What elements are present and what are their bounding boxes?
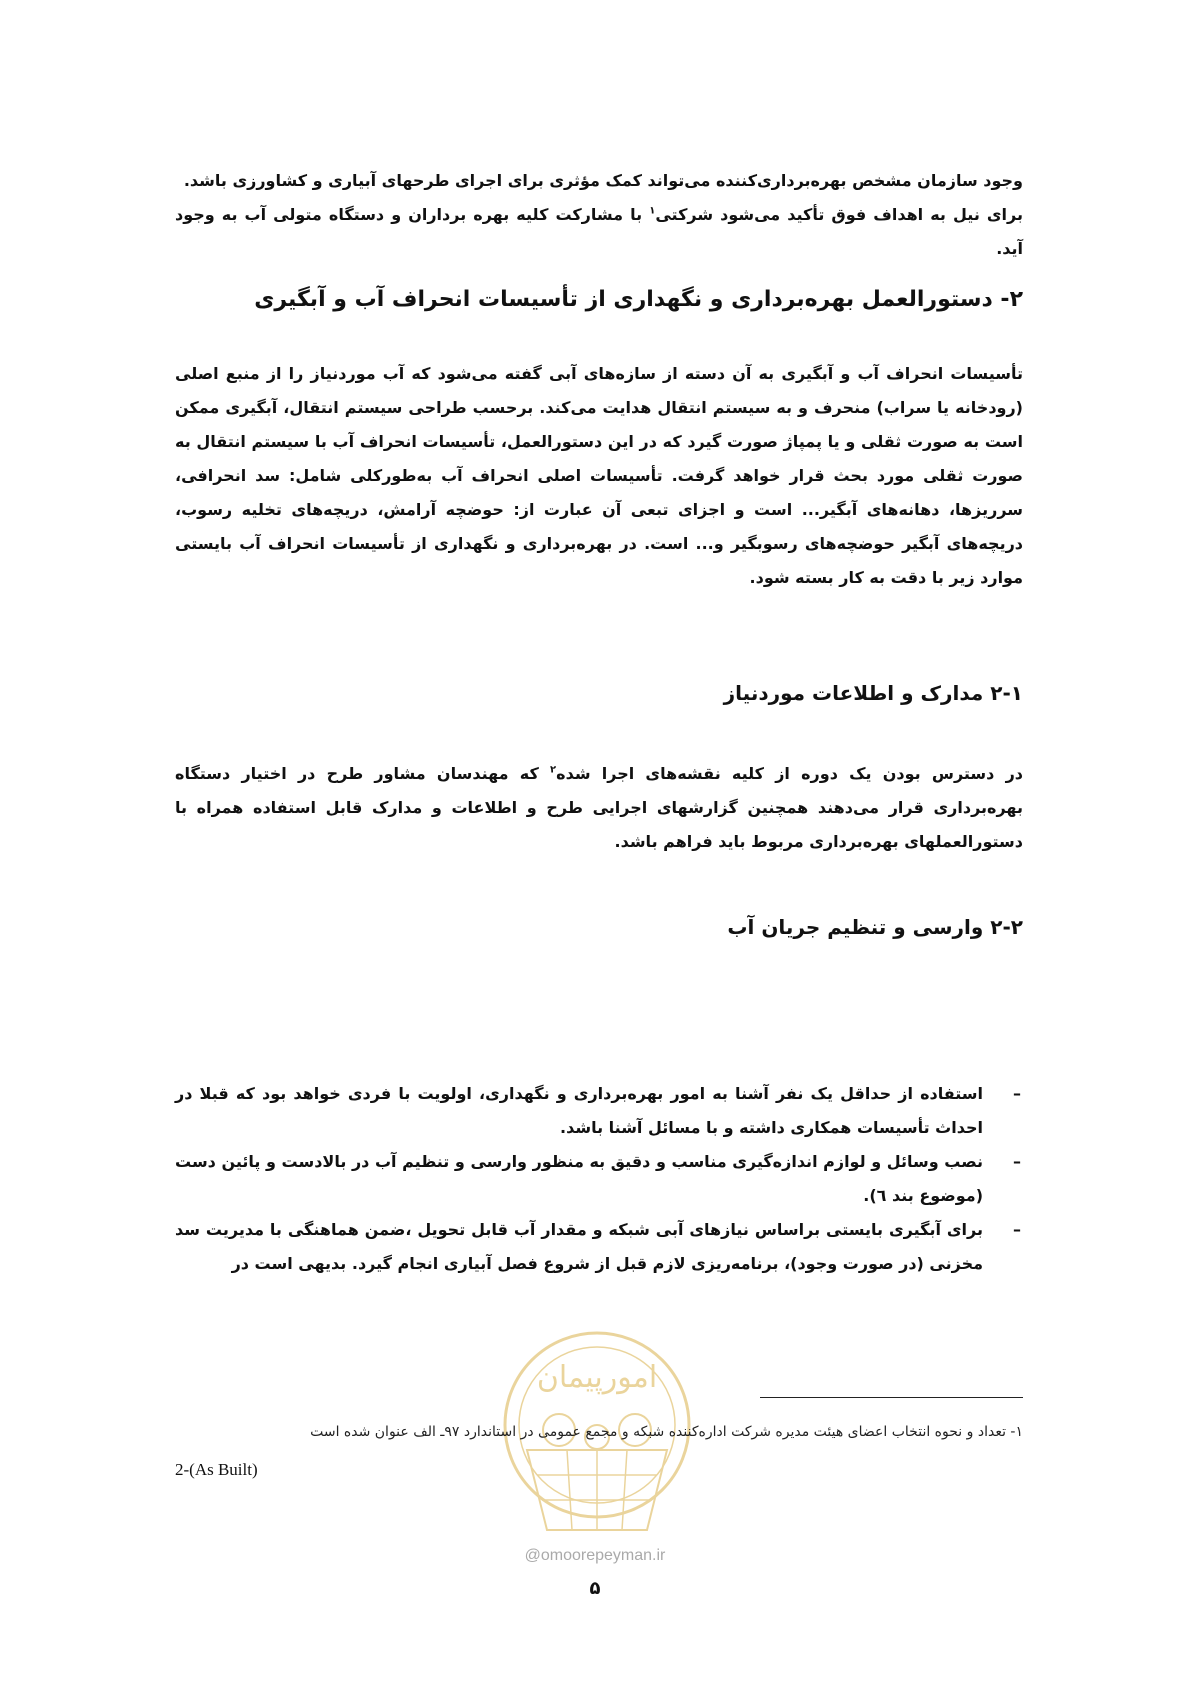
footnote-separator [760,1397,1023,1398]
intro-line-2b: با مشارکت کلیه بهره برداران و دستگاه متولی آب به وجود آید. [175,205,1023,258]
intro-line-2a: برای نیل به اهداف فوق تأکید می‌شود شرکتی [655,205,1023,224]
section-2-2-heading: ۲-۲ وارسی و تنظیم جریان آب [727,915,1023,939]
list-item [175,1145,1023,1213]
section-2-2-list [175,1077,1023,1281]
section-2-1-heading: ۲-۱ مدارک و اطلاعات موردنیاز [723,681,1023,705]
watermark-url: @omoorepeyman.ir [524,1547,666,1564]
bullet-dash: – [1013,1084,1021,1103]
footnote-ref-2: ۲ [550,764,557,776]
page-number: ۵ [589,1578,601,1599]
list-item-text: نصب وسائل و لوازم اندازه‌گیری مناسب و دقیق به منظور وارسی و تنظیم آب در بالادست و پائین دست (موضوع بند ٦). [175,1152,983,1205]
section-2-1-text-b: که مهندسان مشاور طرح در اختیار دستگاه بهره‌برداری قرار می‌دهند همچنین گزارشهای اجرایی طرح و اطلاعات و مدارک قابل استفاده همراه با دستورالعملهای بهره‌برداری مربوط باید فراهم باشد. [175,764,1023,851]
footnote-ref-1: ۱ [649,205,656,217]
list-item [175,1213,1023,1281]
intro-paragraph [175,164,1023,266]
section-2-1-text-a: در دسترس بودن یک دوره از کلیه نقشه‌های اجرا شده [556,764,1024,783]
bullet-dash: – [1013,1220,1021,1239]
section-2-paragraph: تأسیسات انحراف آب و آبگیری به آن دسته از سازه‌های آبی گفته می‌شود که آب موردنیاز را از منبع اصلی (رودخانه یا سراب) منحرف و به سیستم انتقال هدایت می‌کند. برحسب طراحی سیستم انتقال، آبگیری ممکن است به صورت ثقلی و یا پمپاژ صورت گیرد که در این دستورالعمل، تأسیسات انحراف آب با سیستم انتقال به صورت ثقلی مورد بحث قرار خواهد گرفت. تأسیسات اصلی انحراف آب به‌طورکلی شامل: سد انحرافی، سرریزها، دهانه‌های آبگیر... است و اجزای تبعی آن عبارت از: حوضچه آرامش، دریچه‌های تخلیه رسوب، دریچه‌های آبگیر حوضچه‌های رسوبگیر و... است. در بهره‌برداری و نگهداری از تأسیسات انحراف آب بایستی موارد زیر با دقت به کار بسته شود. [175,364,1023,587]
list-item-text: استفاده از حداقل یک نفر آشنا به امور بهره‌برداری و نگهداری، اولویت با فردی خواهد بود که قبلا در احداث تأسیسات همکاری داشته و با مسائل آشنا باشد. [175,1084,983,1137]
list-item [175,1077,1023,1145]
bullet-dash: – [1013,1152,1021,1171]
footnote-1: ۱- تعداد و نحوه انتخاب اعضای هیئت مدیره شرکت اداره‌کننده شبکه و مجمع عمومی در استاندارد ۹۷ـ الف عنوان شده است [310,1424,1023,1440]
watermark-logo-text: امورپیمان [536,1360,658,1395]
section-2-1-paragraph [175,757,1023,859]
intro-line-1: وجود سازمان مشخص بهره‌برداری‌کننده می‌تواند کمک مؤثری برای اجرای طرحهای آبیاری و کشاورزی باشد. [183,171,1023,190]
footnote-2: 2-(As Built) [175,1460,258,1479]
section-2-heading: ۲- دستورالعمل بهره‌برداری و نگهداری از تأسیسات انحراف آب و آبگیری [254,287,1023,312]
list-item-text: برای آبگیری بایستی براساس نیازهای آبی شبکه و مقدار آب قابل تحویل ،ضمن هماهنگی با مدیریت سد مخزنی (در صورت وجود)، برنامه‌ریزی لازم قبل از شروع فصل آبیاری انجام گیرد. بدیهی است در [175,1220,983,1273]
